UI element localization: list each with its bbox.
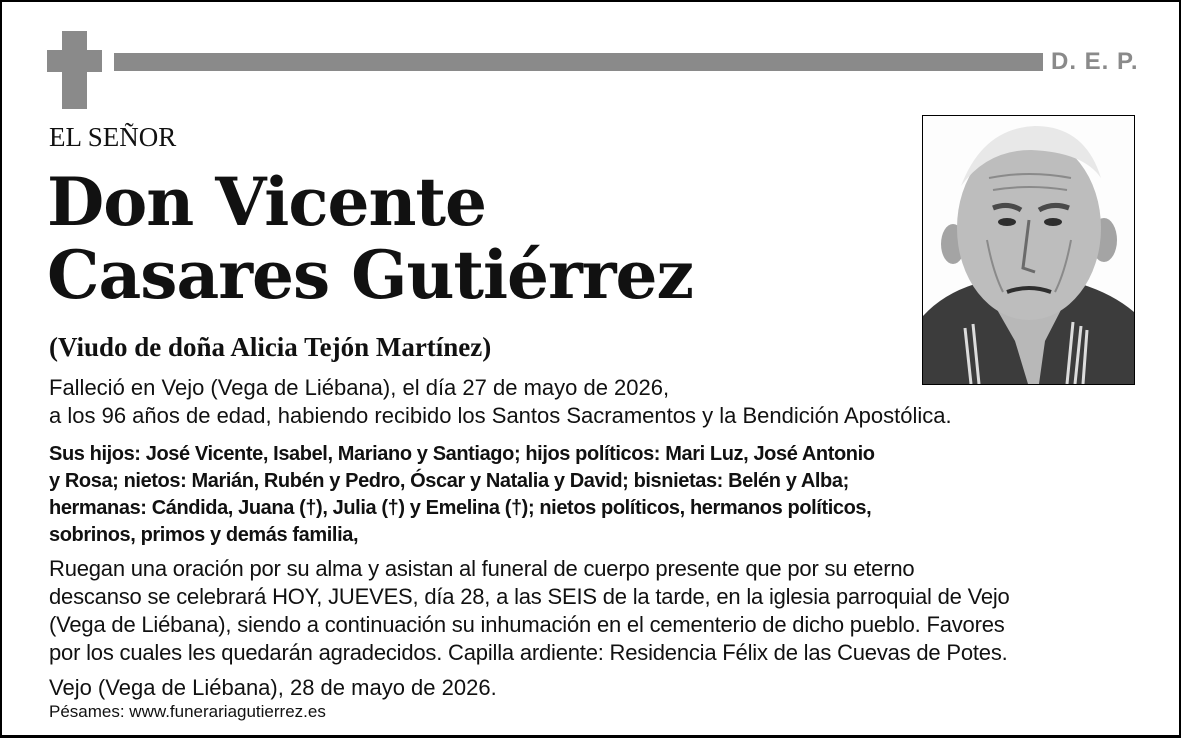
portrait-photo [922,115,1135,385]
funeral-details [49,555,1149,667]
name-line-2: Casares Gutiérrez [47,235,694,314]
death-line: Falleció en Vejo (Vega de Liébana), el día 27 de mayo de 2026, [49,375,670,400]
family-line: hermanas: Cándida, Juana (†), Julia (†) y Emelina (†); nietos políticos, hermanos políticos, [49,497,872,519]
header-rule [114,53,1043,71]
name-line-1: Don Vicente [47,163,486,241]
family-line: sobrinos, primos y demás familia, [49,524,359,546]
funeral-line: descanso se celebrará HOY, JUEVES, día 28, a las SEIS de la tarde, en la iglesia parroquial de Vejo [49,584,1010,609]
cross-icon-bar [47,50,102,72]
death-line: a los 96 años de edad, habiendo recibido los Santos Sacramentos y la Bendición Apostólica. [49,403,952,428]
family-line: y Rosa; nietos: Marián, Rubén y Pedro, Óscar y Natalia y David; bisnietas: Belén y Alba; [49,470,849,492]
place-date: Vejo (Vega de Liébana), 28 de mayo de 2026. [49,675,497,700]
title-prefix: EL SEÑOR [49,122,177,152]
family-line: Sus hijos: José Vicente, Isabel, Mariano y Santiago; hijos políticos: Mari Luz, José Antonio [49,443,875,465]
death-details [49,374,952,430]
deceased-name [47,163,694,314]
portrait-image [923,116,1134,384]
dep-label: D. E. P. [1051,48,1139,75]
widow-line: (Viudo de doña Alicia Tejón Martínez) [49,332,492,362]
funeral-line: (Vega de Liébana), siendo a continuación su inhumación en el cementerio de dicho pueblo. Favores [49,612,1005,637]
funeral-line: por los cuales les quedarán agradecidos. Capilla ardiente: Residencia Félix de las Cuevas de Potes. [49,640,1008,665]
funeral-line: Ruegan una oración por su alma y asistan al funeral de cuerpo presente que por su eterno [49,556,915,581]
family-list [49,441,1059,549]
condolences-link[interactable]: Pésames: www.funerariagutierrez.es [49,702,326,721]
